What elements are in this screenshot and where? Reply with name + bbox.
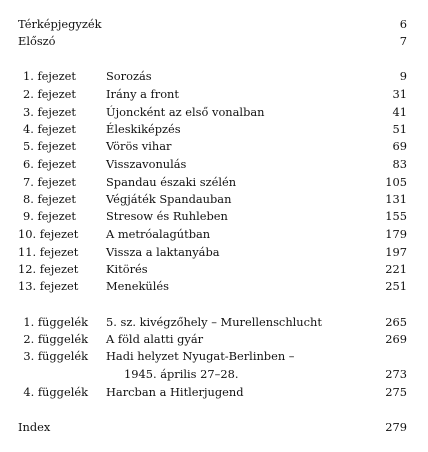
chapter-title: Éleskiképzés xyxy=(106,122,181,136)
chapter-label: 1. fejezet xyxy=(22,69,76,83)
chapter-title: Irány a front xyxy=(106,87,179,101)
toc-entry-eloszo xyxy=(0,33,428,49)
chapter-title: A metróalagútban xyxy=(106,227,211,241)
chapter-page: 83 xyxy=(392,157,407,171)
appendix-title: 1945. április 27–28. xyxy=(124,367,239,381)
toc-entry-page: 6 xyxy=(399,17,407,31)
toc-entry-page: 7 xyxy=(399,34,407,48)
chapter-page: 221 xyxy=(385,262,407,276)
chapter-title: Újoncként az első vonalban xyxy=(106,105,265,119)
chapter-title: Sorozás xyxy=(106,69,152,83)
chapter-title: Spandau északi szélén xyxy=(106,175,237,189)
chapter-title: Menekülés xyxy=(106,279,169,293)
chapter-title: Visszavonulás xyxy=(106,157,187,171)
toc-entry-appendix-3-continued xyxy=(0,366,428,382)
chapter-page: 197 xyxy=(385,245,407,259)
chapter-label: 9. fejezet xyxy=(22,209,76,223)
chapter-title: Kitörés xyxy=(106,262,148,276)
toc-entry-chapter-3 xyxy=(0,104,428,120)
chapter-label: 3. fejezet xyxy=(22,105,76,119)
chapter-label: 11. fejezet xyxy=(18,245,79,259)
chapter-label: 12. fejezet xyxy=(18,262,79,276)
chapter-title: Vissza a laktanyába xyxy=(106,245,220,259)
chapter-title: Végjáték Spandauban xyxy=(106,192,232,206)
chapter-label: 6. fejezet xyxy=(22,157,76,171)
chapter-label: 5. fejezet xyxy=(22,139,76,153)
toc-entry-chapter-7 xyxy=(0,174,428,190)
toc-entry-appendix-1 xyxy=(0,314,428,330)
chapter-page: 155 xyxy=(385,209,407,223)
toc-entry-chapter-4 xyxy=(0,121,428,137)
appendix-label: 3. függelék xyxy=(23,349,88,363)
toc-entry-terkepjegyzek xyxy=(0,16,428,32)
chapter-page: 105 xyxy=(385,175,407,189)
chapter-page: 179 xyxy=(385,227,407,241)
appendix-label: 1. függelék xyxy=(23,315,88,329)
appendix-title: Hadi helyzet Nyugat-Berlinben – xyxy=(106,349,295,363)
toc-entry-title: Előszó xyxy=(18,34,56,48)
chapter-label: 7. fejezet xyxy=(22,175,76,189)
chapter-page: 31 xyxy=(392,87,407,101)
chapter-label: 13. fejezet xyxy=(18,279,79,293)
toc-entry-title: Index xyxy=(18,420,51,434)
appendix-page: 275 xyxy=(385,385,407,399)
chapter-label: 2. fejezet xyxy=(22,87,76,101)
toc-entry-index xyxy=(0,419,428,435)
chapter-page: 131 xyxy=(385,192,407,206)
toc-entry-chapter-1 xyxy=(0,68,428,84)
toc-entry-chapter-8 xyxy=(0,191,428,207)
appendix-title: A föld alatti gyár xyxy=(106,332,204,346)
chapter-page: 251 xyxy=(385,279,407,293)
chapter-title: Vörös vihar xyxy=(106,139,172,153)
toc-entry-chapter-11 xyxy=(0,244,428,260)
chapter-label: 10. fejezet xyxy=(18,227,79,241)
toc-entry-appendix-4 xyxy=(0,384,428,400)
chapter-page: 69 xyxy=(392,139,407,153)
appendix-label: 4. függelék xyxy=(23,385,88,399)
chapter-page: 41 xyxy=(392,105,407,119)
appendix-page: 273 xyxy=(385,367,407,381)
appendix-title: Harcban a Hitlerjugend xyxy=(106,385,244,399)
appendix-page: 265 xyxy=(385,315,407,329)
chapter-label: 8. fejezet xyxy=(22,192,76,206)
toc-entry-chapter-13 xyxy=(0,278,428,294)
toc-entry-chapter-6 xyxy=(0,156,428,172)
appendix-title: 5. sz. kivégzőhely – Murellenschlucht xyxy=(106,315,322,329)
toc-entry-appendix-2 xyxy=(0,331,428,347)
appendix-page: 269 xyxy=(385,332,407,346)
toc-entry-chapter-5 xyxy=(0,138,428,154)
toc-entry-chapter-2 xyxy=(0,86,428,102)
toc-entry-chapter-9 xyxy=(0,208,428,224)
chapter-page: 51 xyxy=(392,122,407,136)
chapter-page: 9 xyxy=(399,69,407,83)
toc-entry-chapter-12 xyxy=(0,261,428,277)
chapter-label: 4. fejezet xyxy=(22,122,76,136)
toc-entry-appendix-3 xyxy=(0,348,428,364)
appendix-label: 2. függelék xyxy=(23,332,88,346)
chapter-title: Stresow és Ruhleben xyxy=(106,209,228,223)
toc-entry-page: 279 xyxy=(385,420,407,434)
toc-entry-chapter-10 xyxy=(0,226,428,242)
toc-entry-title: Térképjegyzék xyxy=(18,17,102,31)
